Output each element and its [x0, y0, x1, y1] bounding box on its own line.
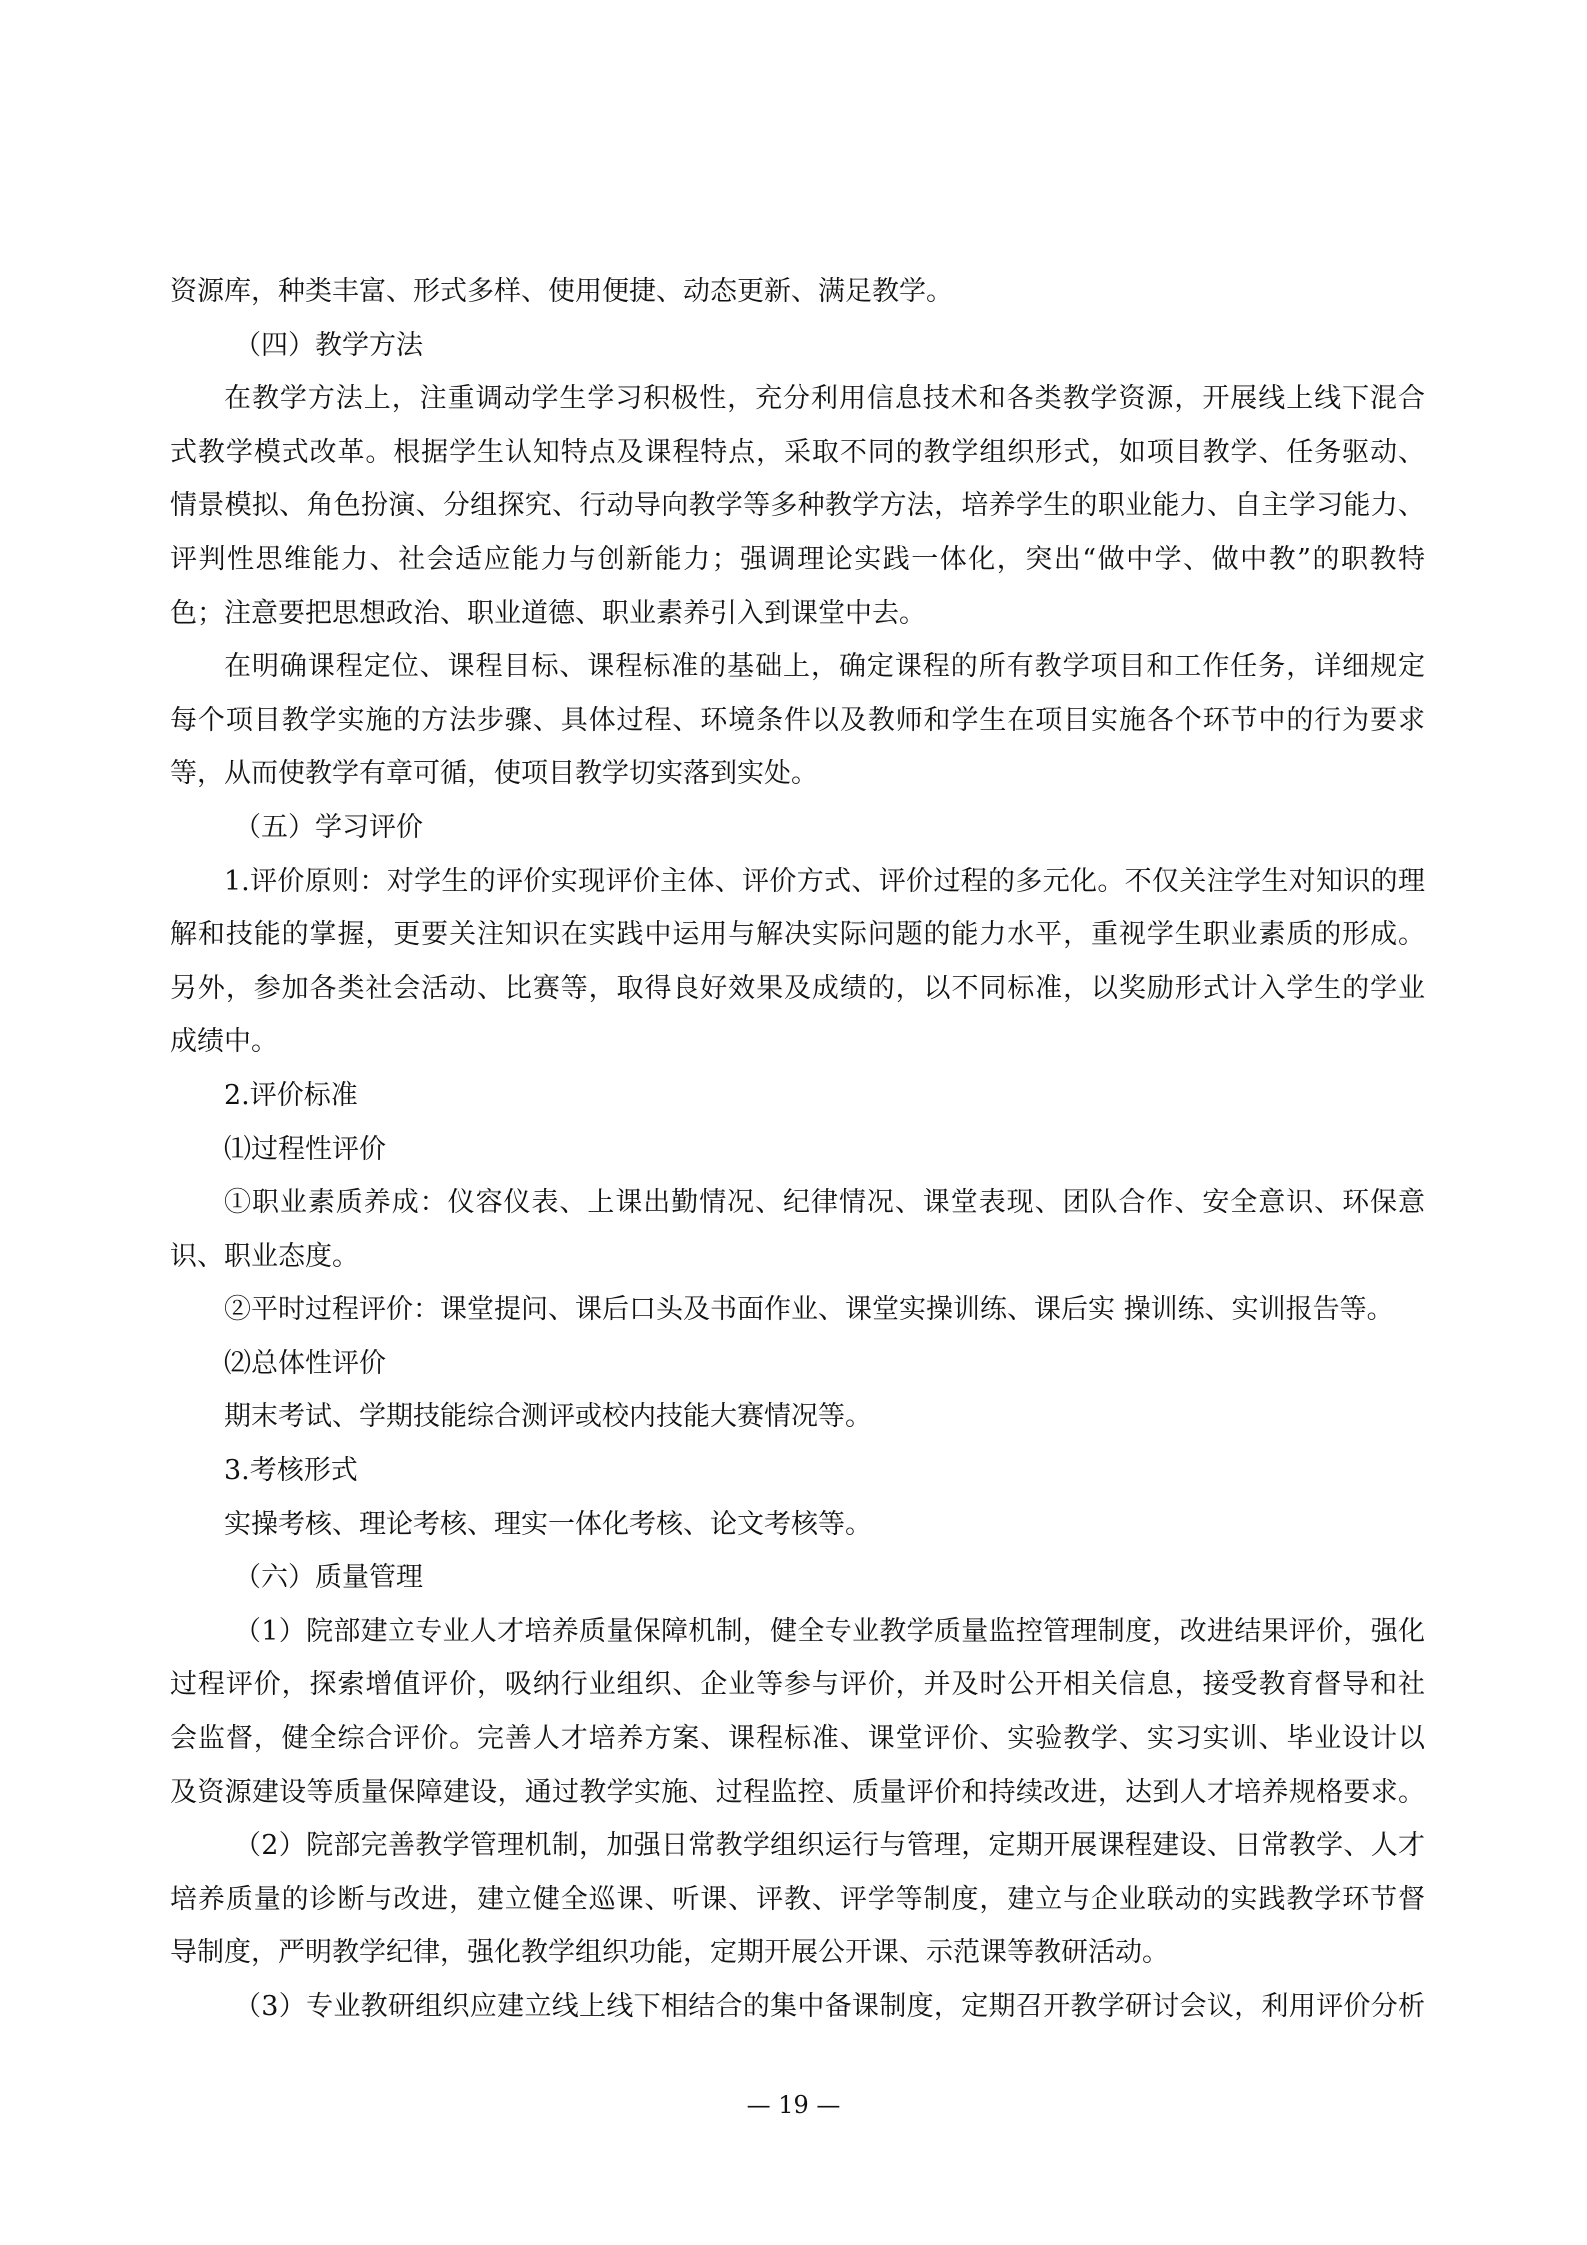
paragraph-line: 会监督，健全综合评价。完善人才培养方案、课程标准、课堂评价、实验教学、实习实训、毕业设计以 — [170, 1723, 1425, 1755]
paragraph-line: 期末考试、学期技能综合测评或校内技能大赛情况等。 — [224, 1401, 872, 1433]
paragraph-line: 过程评价，探索增值评价，吸纳行业组织、企业等参与评价，并及时公开相关信息，接受教育督导和社 — [170, 1669, 1425, 1701]
paragraph-line: 另外，参加各类社会活动、比赛等，取得良好效果及成绩的，以不同标准，以奖励形式计入学生的学业 — [170, 972, 1425, 1004]
paragraph-line: 式教学模式改革。根据学生认知特点及课程特点，采取不同的教学组织形式，如项目教学、任务驱动、 — [170, 436, 1425, 468]
paragraph-line: 解和技能的掌握，更要关注知识在实践中运用与解决实际问题的能力水平，重视学生职业素质的形成。 — [170, 919, 1425, 951]
paragraph-line: 在教学方法上，注重调动学生学习积极性，充分利用信息技术和各类教学资源，开展线上线下混合 — [224, 383, 1425, 415]
paragraph-line: 培养质量的诊断与改进，建立健全巡课、听课、评教、评学等制度，建立与企业联动的实践教学环节督 — [170, 1883, 1425, 1915]
paragraph-line: 实操考核、理论考核、理实一体化考核、论文考核等。 — [224, 1508, 872, 1540]
subheading: ⑴过程性评价 — [224, 1133, 386, 1165]
subheading: 3.考核形式 — [224, 1455, 358, 1487]
paragraph-line: 情景模拟、角色扮演、分组探究、行动导向教学等多种教学方法，培养学生的职业能力、自主学习能力、 — [170, 490, 1425, 522]
paragraph-line: （2）院部完善教学管理机制，加强日常教学组织运行与管理，定期开展课程建设、日常教学、人才 — [234, 1830, 1425, 1862]
paragraph-line: 成绩中。 — [170, 1026, 278, 1058]
paragraph-line: 色；注意要把思想政治、职业道德、职业素养引入到课堂中去。 — [170, 597, 926, 629]
paragraph-line: 等，从而使教学有章可循，使项目教学切实落到实处。 — [170, 758, 818, 790]
paragraph-line: 及资源建设等质量保障建设，通过教学实施、过程监控、质量评价和持续改进，达到人才培养规格要求。 — [170, 1776, 1425, 1808]
paragraph-line: 评判性思维能力、社会适应能力与创新能力；强调理论实践一体化，突出“做中学、做中教”的职教特 — [170, 543, 1425, 575]
paragraph-line: （3）专业教研组织应建立线上线下相结合的集中备课制度，定期召开教学研讨会议，利用评价分析 — [234, 1991, 1425, 2022]
page-body — [170, 265, 1425, 2034]
paragraph-line: 资源库，种类丰富、形式多样、使用便捷、动态更新、满足教学。 — [170, 276, 953, 307]
page-number: — 19 — — [746, 2091, 841, 2119]
section-heading: （六）质量管理 — [234, 1562, 423, 1594]
subheading: ⑵总体性评价 — [224, 1347, 386, 1379]
section-heading: （五）学习评价 — [234, 811, 423, 843]
paragraph-line: 每个项目教学实施的方法步骤、具体过程、环境条件以及教师和学生在项目实施各个环节中的行为要求 — [170, 704, 1425, 736]
paragraph-line: 识、职业态度。 — [170, 1240, 359, 1272]
paragraph-line: ②平时过程评价：课堂提问、课后口头及书面作业、课堂实操训练、课后实 操训练、实训报告等。 — [224, 1294, 1394, 1326]
paragraph-line: 1.评价原则：对学生的评价实现评价主体、评价方式、评价过程的多元化。不仅关注学生对知识的理 — [224, 865, 1425, 897]
subheading: 2.评价标准 — [224, 1079, 358, 1111]
section-heading: （四）教学方法 — [234, 329, 423, 361]
paragraph-line: 导制度，严明教学纪律，强化教学组织功能，定期开展公开课、示范课等教研活动。 — [170, 1937, 1169, 1969]
paragraph-line: ①职业素质养成：仪容仪表、上课出勤情况、纪律情况、课堂表现、团队合作、安全意识、环保意 — [224, 1187, 1425, 1219]
paragraph-line: （1）院部建立专业人才培养质量保障机制，健全专业教学质量监控管理制度，改进结果评价，强化 — [234, 1615, 1425, 1647]
paragraph-line: 在明确课程定位、课程目标、课程标准的基础上，确定课程的所有教学项目和工作任务，详细规定 — [224, 651, 1425, 683]
